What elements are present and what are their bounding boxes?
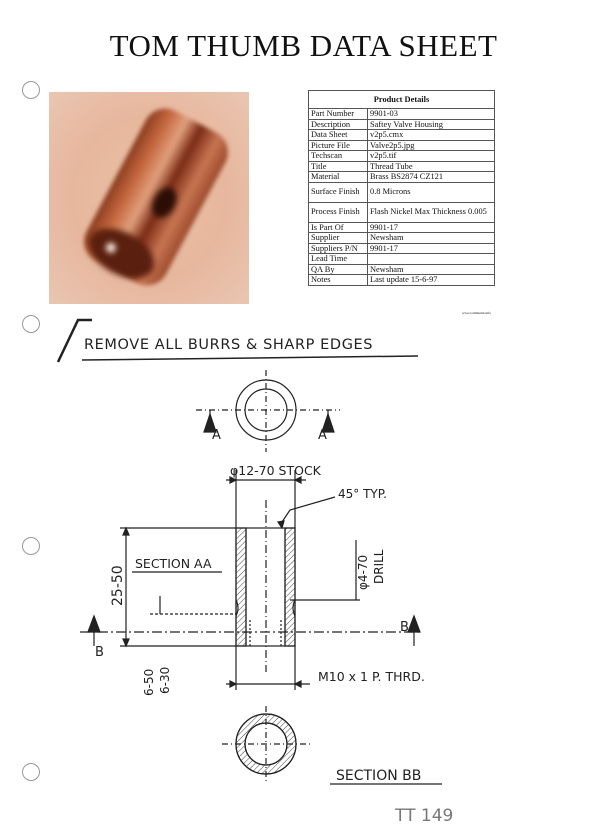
drill-word-label: DRILL	[372, 549, 386, 584]
row-key: Material	[309, 172, 368, 183]
footnote: www.tomthumb.info	[462, 311, 492, 315]
row-key: Title	[309, 161, 368, 172]
row-key: Lead Time	[309, 254, 368, 265]
row-key: Suppliers P/N	[309, 243, 368, 254]
row-key: Techscan	[309, 151, 368, 162]
row-value: Newsham	[368, 233, 495, 244]
product-details-heading: Product Details	[309, 91, 495, 109]
section-b-label-left: B	[95, 645, 104, 660]
row-key: QA By	[309, 264, 368, 275]
section-a-label-right: A	[318, 428, 327, 443]
row-value: Flash Nickel Max Thickness 0.005	[368, 202, 495, 222]
row-key: Data Sheet	[309, 130, 368, 141]
row-value: Brass BS2874 CZ121	[368, 172, 495, 183]
row-key: Is Part Of	[309, 222, 368, 233]
row-key: Part Number	[309, 109, 368, 120]
reference-number: TT 149	[395, 806, 454, 826]
section-a-label-left: A	[212, 428, 221, 443]
row-key: Picture File	[309, 140, 368, 151]
chamfer-label: 45° TYP.	[338, 487, 387, 501]
page-title: TOM THUMB DATA SHEET	[109, 28, 498, 63]
row-value: Last update 15-6-97	[368, 275, 495, 286]
row-key: Notes	[309, 275, 368, 286]
row-key: Description	[309, 119, 368, 130]
row-value: 0.8 Microns	[368, 182, 495, 202]
section-bb-label: SECTION BB	[336, 768, 422, 784]
thread-label: M10 x 1 P. THRD.	[318, 669, 425, 684]
row-value: Valve2p5.jpg	[368, 140, 495, 151]
row-value: 9901-03	[368, 109, 495, 120]
row-value: 9901-17	[368, 222, 495, 233]
section-aa-label: SECTION AA	[135, 556, 212, 571]
deburr-instruction: REMOVE ALL BURRS & SHARP EDGES	[84, 337, 374, 353]
drill-dia-label: φ4-70	[356, 554, 370, 590]
stock-label: φ12-70 STOCK	[230, 463, 321, 478]
row-key: Surface Finish	[309, 182, 368, 202]
row-key: Supplier	[309, 233, 368, 244]
row-value: v2p5.cmx	[368, 130, 495, 141]
section-b-label-right: B	[400, 620, 409, 635]
row-value: v2p5.tif	[368, 151, 495, 162]
row-value: Saftey Valve Housing	[368, 119, 495, 130]
dimension-b: 6-30	[158, 666, 172, 694]
dimension-a: 6-50	[142, 668, 156, 696]
row-key: Process Finish	[309, 202, 368, 222]
length-dimension: 25-50	[110, 565, 126, 606]
row-value: 9901-17	[368, 243, 495, 254]
row-value: Thread Tube	[368, 161, 495, 172]
row-value: Newsham	[368, 264, 495, 275]
